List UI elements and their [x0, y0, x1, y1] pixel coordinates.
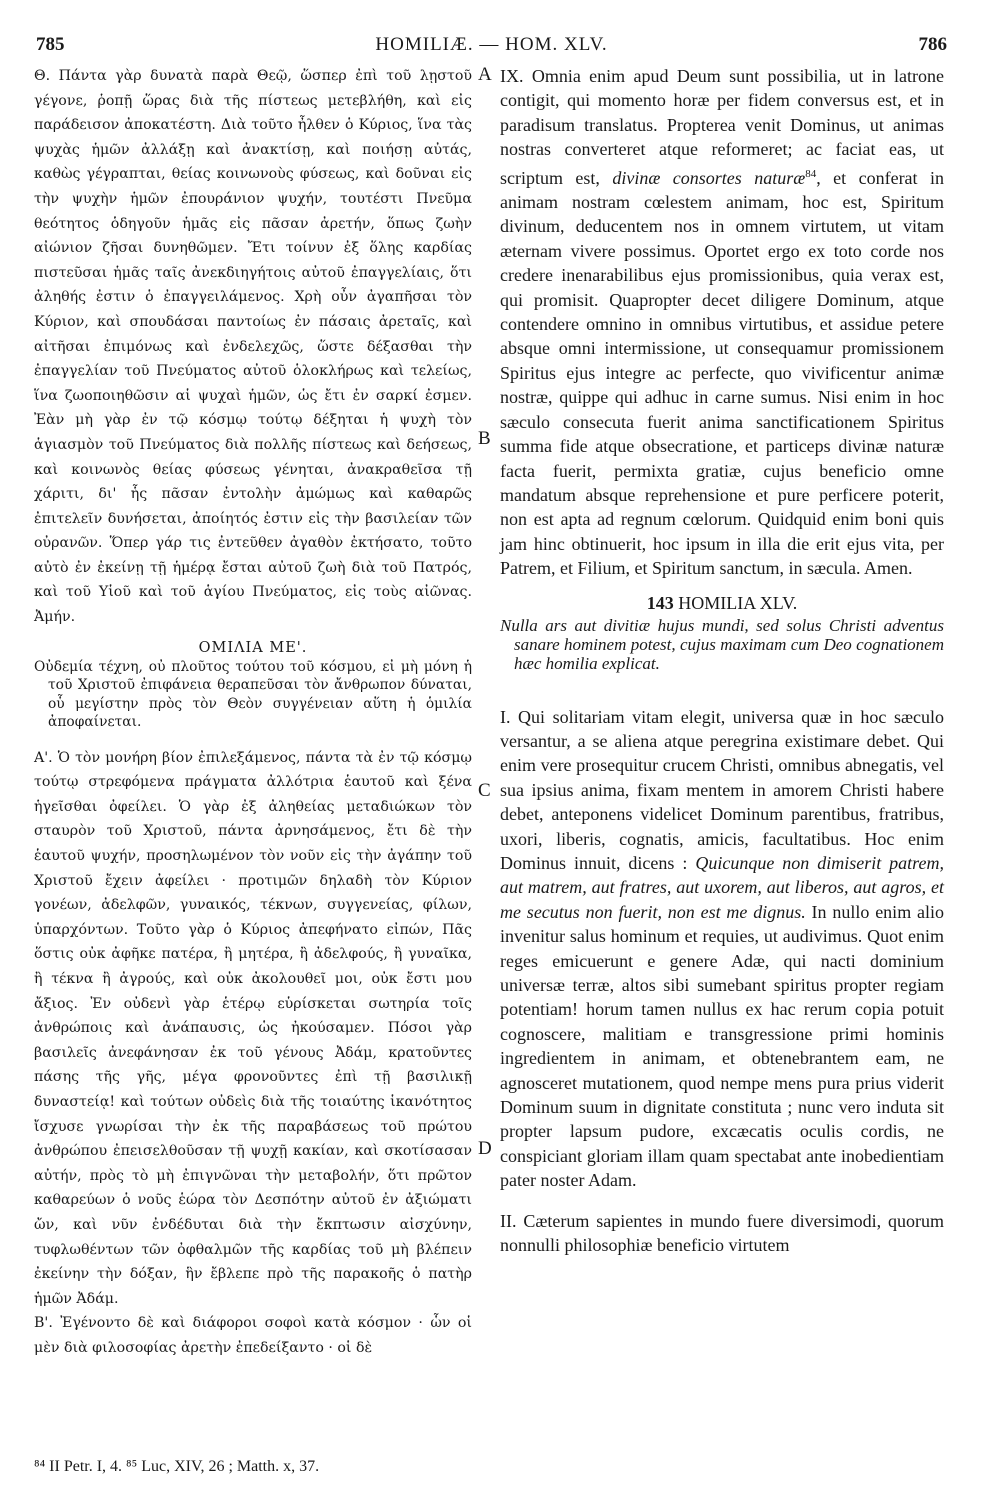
- latin-paragraph-2: I. Qui solitariam vitam elegit, universa quæ in hoc sæculo versantur, a se aliena atque peregrina existimare debet. Qui enim vere prosequitur crucem Christi, omnibus abnegatis, vel sua ipsius anima, fixam mentem in amorem Christi habere debet, anteponens videlicet Dominum parentibus, fratribus, uxori, liberis, cognatis, amicis, facultatibus. Hoc enim Dominus innuit, dicens : Quicunque non dimiserit patrem, aut matrem, aut fratres, aut uxorem, aut liberos, aut agros, et me secutus non fuerit, non est me dignus. In nullo enim alio invenitur salus hominum et requies, ut audivimus. Quot enim reges emicuerunt e genere Adæ, qui nacti dominium universæ terræ, altos sibi sumebant spiritus propter regiam potentiam! horum tamen nullus ex hac rerum copia potuit cognoscere, malitiam e transgressione primi hominis ingredientem in animam, et obtenebrantem eam, ne agnosceret mutationem, quod nempe mens pura prius viderit Dominum suum in dignitate constituta ; nunc vero induta sit propter lapsum pudore, excæcatis oculis cordis, ne conspiciant gloriam illam quam spectabat ante inobedientiam pater noster Adam.: [500, 706, 945, 1191]
- latin-column: [500, 64, 944, 1257]
- greek-homily-summary: Οὐδεμία τέχνη, οὐ πλοῦτος τούτου τοῦ κόσμου, εἰ μὴ μόνη ἡ τοῦ Χριστοῦ ἐπιφάνεια θεραπεῦσαι τὸν ἄνθρωπον δύναται, οὗ μεγίστην πρὸς τὸν Θεὸν συγγένειαν αὕτη ἡ ὁμιλία ἀποφαίνεται.: [34, 658, 472, 731]
- footnote: ⁸⁴ II Petr. I, 4. ⁸⁵ Luc, XIV, 26 ; Matth. x, 37.: [34, 1458, 320, 1475]
- page-number-left: 785: [36, 34, 65, 55]
- greek-paragraph-1: Θ. Πάντα γὰρ δυνατὰ παρὰ Θεῷ, ὥσπερ ἐπὶ τοῦ λῃστοῦ γέγονε, ῥοπῇ ὥρας διὰ τῆς πίστεως μετεβλήθη, καὶ εἰς παράδεισον ἀποκατέστη. Διὰ τοῦτο ἦλθεν ὁ Κύριος, ἵνα τὰς ψυχὰς ἡμῶν ἀλλάξῃ καὶ ἀνακτίσῃ, καὶ ποιήσῃ αὐτάς, καθὼς γέγραπται, θείας κοινωνοὺς φύσεως, καὶ δοῦναι εἰς τὴν ψυχὴν ἡμῶν ἐπουράνιον ψυχήν, τουτέστι Πνεῦμα θεότητος ὁδηγοῦν ἡμᾶς εἰς πᾶσαν ἀρετήν, ὅπως ζωὴν αἰώνιον ζῆσαι δυνηθῶμεν. Ἔτι τοίνυν ἐξ ὅλης καρδίας πιστεῦσαι ἡμᾶς ταῖς ἀνεκδιηγήτοις αὐτοῦ ἐπαγγελίαις, ὅτι ἀληθής ἐστιν ὁ ἐπαγγειλάμενος. Χρὴ οὖν ἀγαπῆσαι τὸν Κύριον, καὶ σπουδάσαι παντοίως ἐν πάσαις ἀρεταῖς, καὶ αἰτῆσαι ἐπιμόνως καὶ ἐνδελεχῶς, ὥστε δέξασθαι τὴν ἐπαγγελίαν τοῦ Πνεύματος αὐτοῦ ὁλοκλήρως καὶ τελείως, ἵνα ζωοποιηθῶσιν αἱ ψυχαὶ ἡμῶν, ὡς ἔτι ἐν σαρκί ἐσμεν. Ἐὰν μὴ γὰρ ἐν τῷ κόσμῳ τούτῳ δέξηται ἡ ψυχὴ τὸν ἁγιασμὸν τοῦ Πνεύματος διὰ πολλῆς πίστεως καὶ δεήσεως, καὶ κοινωνὸς θείας φύσεως γένηται, ἀνακραθεῖσα τῇ χάριτι, δι' ἧς πᾶσαν ἐντολὴν ἀμώμως καὶ καθαρῶς ἐπιτελεῖν δυνήσεται, ἀποίητός ἐστιν εἰς τὴν βασιλείαν τῶν οὐρανῶν. Ὅπερ γάρ τις ἐντεῦθεν ἀγαθὸν ἐκτήσατο, τοῦτο αὐτὸ ἐν ἐκείνῃ τῇ ἡμέρᾳ ἔσται αὐτοῦ ζωὴ διὰ τοῦ Πατρός, καὶ τοῦ Υἱοῦ καὶ τοῦ ἁγίου Πνεύματος, εἰς τοὺς αἰῶνας. Ἀμήν.: [34, 68, 472, 626]
- running-title: HOMILIÆ. — HOM. XLV.: [375, 34, 608, 55]
- margin-marker-c: C: [478, 780, 491, 801]
- latin-homily-summary: Nulla ars aut divitiæ hujus mundi, sed solus Christi adventus sanare hominem potest, cujus maximam cum Deo cognationem hæc homilia explicat.: [500, 615, 944, 673]
- page-number-right: 786: [918, 34, 947, 55]
- greek-column: [34, 64, 472, 1361]
- margin-marker-b: B: [478, 428, 491, 449]
- greek-homily-title: ΟΜΙΛΙΑ ΜΕ'.: [198, 639, 308, 656]
- homily-number: 143: [646, 592, 674, 613]
- margin-marker-a: A: [478, 64, 492, 85]
- latin-paragraph-1: IX. Omnia enim apud Deum sunt possibilia, ut in latrone contigit, qui momento horæ per fidem conversus est, et in paradisum translatus. Propterea venit Dominus, ut animas nostras converteret atque reformeret; ac faciat eas, ut scriptum est, divinæ consortes naturæ$^{84}$, et conferat in animam nostram cœlestem animam, hoc est, Spiritum divinum, deducentem nos in omnem virtutem, ut vitam æternam vivere possimus. Oportet ergo ex toto corde nos credere inenarabilibus ejus promissionibus, quia verax est, qui promisit. Quapropter decet diligere Dominum, atque contendere omnino in omnibus virtutibus, et assidue petere absque omni intermissione, ut consequamur promissionem Spiritus ejus integre ac perfecte, quo vivificentur animæ nostræ, quippe qui adhuc in carne sumus. Nisi enim in hoc sæculo consecuta fuerit anima sanctificationem Spiritus summa fide atque obsecratione, et particeps divinæ naturæ facta fuerit, permixta gratiæ, cujus beneficio omne mandatum absque reprehensione et pure perficere poterit, non est apta ad regnum cœlorum. Quidquid enim boni quis jam hinc obtinuerit, hoc ipsum in illa die erit ejus vita, per Patrem, et Filium, et Spiritum sanctum, in sæcula. Amen.: [500, 66, 944, 579]
- margin-marker-d: D: [478, 1138, 492, 1159]
- running-header: [36, 34, 947, 60]
- greek-paragraph-3: Β'. Ἐγένοντο δὲ καὶ διάφοροι σοφοὶ κατὰ κόσμον · ὧν οἱ μὲν διὰ φιλοσοφίας ἀρετὴν ἐπεδείξαντο · οἱ δὲ: [34, 1315, 472, 1356]
- latin-paragraph-3: II. Cæterum sapientes in mundo fuere diversimodi, quorum nonnulli philosophiæ beneficio virtutem: [500, 1210, 944, 1256]
- greek-paragraph-2: Α'. Ὁ τὸν μονήρη βίον ἐπιλεξάμενος, πάντα τὰ ἐν τῷ κόσμῳ τούτῳ στρεφόμενα πράγματα ἀλλότρια ἑαυτοῦ καὶ ξένα ἡγεῖσθαι ὀφείλει. Ὁ γὰρ ἐξ ἀληθείας μεταδιώκων τὸν σταυρὸν τοῦ Χριστοῦ, πάντα ἀρνησάμενος, ἔτι δὲ τὴν ἑαυτοῦ ψυχήν, προσηλωμένον τὸν νοῦν εἰς τὴν ἀγάπην τοῦ Χριστοῦ ἔχειν ἀφείλει · προτιμῶν δηλαδὴ τὸν Κύριον γονέων, ἀδελφῶν, γυναικός, τέκνων, συγγενείας, φίλων, ὑπαρχόντων. Τοῦτο γὰρ ὁ Κύριος ἀπεφήνατο εἰπών, Πᾶς ὅστις οὐκ ἀφῆκε πατέρα, ἢ μητέρα, ἢ ἀδελφούς, ἢ γυναῖκα, ἢ τέκνα ἢ ἀγρούς, καὶ οὐκ ἀκολουθεῖ μοι, οὐκ ἔστι μου ἄξιος. Ἐν οὐδενὶ γὰρ ἑτέρῳ εὑρίσκεται σωτηρία τοῖς ἀνθρώποις καὶ ἀνάπαυσις, ὡς ἠκούσαμεν. Πόσοι γὰρ βασιλεῖς ἀνεφάνησαν ἐκ τοῦ γένους Ἀδάμ, κρατοῦντες πάσης τῆς γῆς, μέγα φρονοῦντες ἐπὶ τῇ βασιλικῇ δυναστείᾳ! καὶ τούτων οὐδεὶς διὰ τῆς τοιαύτης ἱκανότητος ἴσχυσε γνωρίσαι τὴν ἐκ τῆς παραβάσεως τοῦ πρώτου ἀνθρώπου ἐπεισελθοῦσαν τῇ ψυχῇ κακίαν, καὶ σκοτίσασαν αὐτήν, πρὸς τὸ μὴ ἐπιγνῶναι τὴν μεταβολήν, ὅτι πρῶτον καθαρεύων ὁ νοῦς ἑώρα τὸν Δεσπότην αὐτοῦ ἐν ἀξιώματι ὤν, καὶ νῦν ἐνδέδυται διὰ τὴν ἔκπτωσιν αἰσχύνην, τυφλωθέντων τῶν ὀφθαλμῶν τῆς καρδίας τοῦ μὴ βλέπειν ἐκείνην τὴν δόξαν, ἣν ἔβλεπε πρὸ τῆς παρακοῆς ὁ πατὴρ ἡμῶν Ἀδάμ.: [34, 749, 472, 1307]
- latin-homily-title: 143 HOMILIA XLV.: [646, 592, 798, 613]
